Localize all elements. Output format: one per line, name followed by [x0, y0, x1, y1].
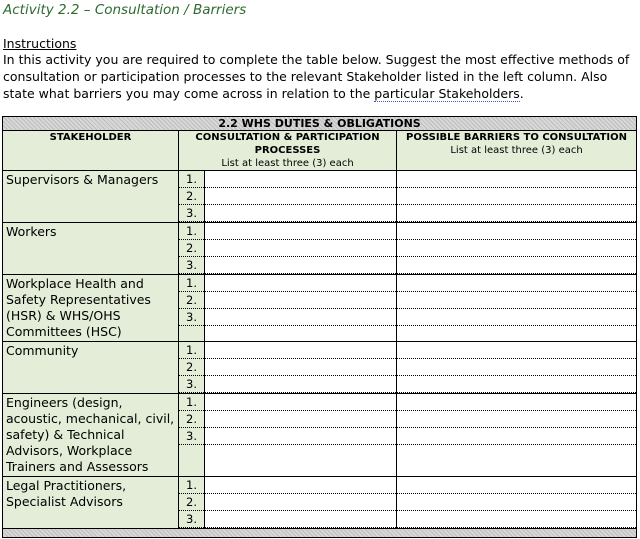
whs-table — [2, 116, 637, 538]
consultation-input-cell[interactable] — [205, 342, 397, 394]
answer-line[interactable] — [397, 171, 636, 188]
header-consultation-sub: List at least three (3) each — [221, 158, 354, 169]
consultation-input-cell[interactable] — [205, 477, 397, 529]
item-number: 1. — [179, 342, 204, 359]
item-number: 2. — [179, 494, 204, 511]
answer-line[interactable] — [397, 205, 636, 222]
number-cell — [179, 223, 205, 275]
barriers-input-cell[interactable] — [397, 342, 637, 394]
instructions-text — [3, 51, 635, 102]
answer-line[interactable] — [397, 411, 636, 428]
answer-line[interactable] — [397, 428, 636, 445]
number-cell — [179, 342, 205, 394]
answer-line[interactable] — [205, 188, 396, 205]
table-row — [3, 394, 637, 477]
barriers-input-cell[interactable] — [397, 223, 637, 275]
answer-line[interactable] — [205, 359, 396, 376]
answer-line[interactable] — [397, 477, 636, 494]
header-barriers: POSSIBLE BARRIERS TO CONSULTATION List at least three (3) each — [397, 131, 637, 171]
answer-line[interactable] — [205, 494, 396, 511]
answer-line[interactable] — [397, 292, 636, 309]
item-number: 1. — [179, 223, 204, 240]
item-number: 1. — [179, 171, 204, 188]
item-number: 1. — [179, 477, 204, 494]
table-row — [3, 171, 637, 223]
answer-line[interactable] — [205, 309, 396, 326]
answer-line[interactable] — [397, 240, 636, 257]
item-number: 2. — [179, 359, 204, 376]
item-number: 3. — [179, 428, 204, 445]
answer-line[interactable] — [205, 205, 396, 222]
answer-line[interactable] — [205, 292, 396, 309]
item-number: 3. — [179, 205, 204, 222]
table-row — [3, 223, 637, 275]
barriers-input-cell[interactable] — [397, 275, 637, 342]
answer-line[interactable] — [397, 359, 636, 376]
item-number: 3. — [179, 309, 204, 326]
item-number: 2. — [179, 240, 204, 257]
table-row — [3, 342, 637, 394]
stakeholder-cell: Supervisors & Managers — [3, 171, 179, 223]
answer-line[interactable] — [205, 275, 396, 292]
item-number: 2. — [179, 411, 204, 428]
consultation-input-cell[interactable] — [205, 171, 397, 223]
consultation-input-cell[interactable] — [205, 275, 397, 342]
consultation-input-cell[interactable] — [205, 394, 397, 477]
stakeholder-cell: Engineers (design, acoustic, mechanical, civil, safety) & Technical Advisors, Workplace Trainers and Assessors — [3, 394, 179, 477]
answer-line[interactable] — [397, 394, 636, 411]
number-cell — [179, 477, 205, 529]
answer-line[interactable] — [205, 376, 396, 393]
instructions-body: In this activity you are required to complete the table below. Suggest the most effective methods of consultation or participation processes to the relevant Stakeholder listed in the left column. Also state what barriers you may come across in relation to the — [3, 52, 630, 101]
answer-line[interactable] — [397, 223, 636, 240]
answer-line[interactable] — [205, 342, 396, 359]
answer-line[interactable] — [397, 275, 636, 292]
answer-line[interactable] — [205, 428, 396, 445]
table-footer-band — [3, 529, 637, 538]
number-cell — [179, 275, 205, 342]
header-consultation: CONSULTATION & PARTICIPATION PROCESSES List at least three (3) each — [179, 131, 397, 171]
stakeholder-cell: Workplace Health and Safety Representatives (HSR) & WHS/OHS Committees (HSC) — [3, 275, 179, 342]
item-number: 1. — [179, 275, 204, 292]
consultation-input-cell[interactable] — [205, 223, 397, 275]
activity-title: Activity 2.2 – Consultation / Barriers — [3, 2, 247, 18]
number-cell — [179, 394, 205, 477]
answer-line[interactable] — [205, 394, 396, 411]
instructions-underlined: particular Stakeholders — [374, 86, 520, 101]
answer-line[interactable] — [397, 188, 636, 205]
item-number: 3. — [179, 376, 204, 393]
answer-line[interactable] — [205, 511, 396, 528]
answer-line[interactable] — [205, 257, 396, 274]
stakeholder-cell: Community — [3, 342, 179, 394]
barriers-input-cell[interactable] — [397, 477, 637, 529]
table-row — [3, 275, 637, 342]
answer-line[interactable] — [397, 257, 636, 274]
item-number: 2. — [179, 188, 204, 205]
answer-line[interactable] — [397, 309, 636, 326]
item-number: 2. — [179, 292, 204, 309]
answer-line[interactable] — [205, 171, 396, 188]
number-cell — [179, 171, 205, 223]
item-number: 3. — [179, 257, 204, 274]
item-number: 3. — [179, 511, 204, 528]
answer-line[interactable] — [397, 376, 636, 393]
table-title: 2.2 WHS DUTIES & OBLIGATIONS — [3, 117, 637, 131]
answer-line[interactable] — [205, 223, 396, 240]
header-barriers-sub: List at least three (3) each — [450, 145, 583, 156]
answer-line[interactable] — [397, 342, 636, 359]
barriers-input-cell[interactable] — [397, 171, 637, 223]
instructions-label: Instructions — [3, 36, 77, 51]
answer-line[interactable] — [397, 494, 636, 511]
answer-line[interactable] — [205, 240, 396, 257]
barriers-input-cell[interactable] — [397, 394, 637, 477]
answer-line[interactable] — [205, 411, 396, 428]
answer-line[interactable] — [205, 477, 396, 494]
instructions-end: . — [519, 86, 524, 101]
table-row — [3, 477, 637, 529]
answer-line[interactable] — [397, 511, 636, 528]
item-number: 1. — [179, 394, 204, 411]
stakeholder-cell: Legal Practitioners, Specialist Advisors — [3, 477, 179, 529]
header-stakeholder: STAKEHOLDER — [3, 131, 179, 171]
stakeholder-cell: Workers — [3, 223, 179, 275]
